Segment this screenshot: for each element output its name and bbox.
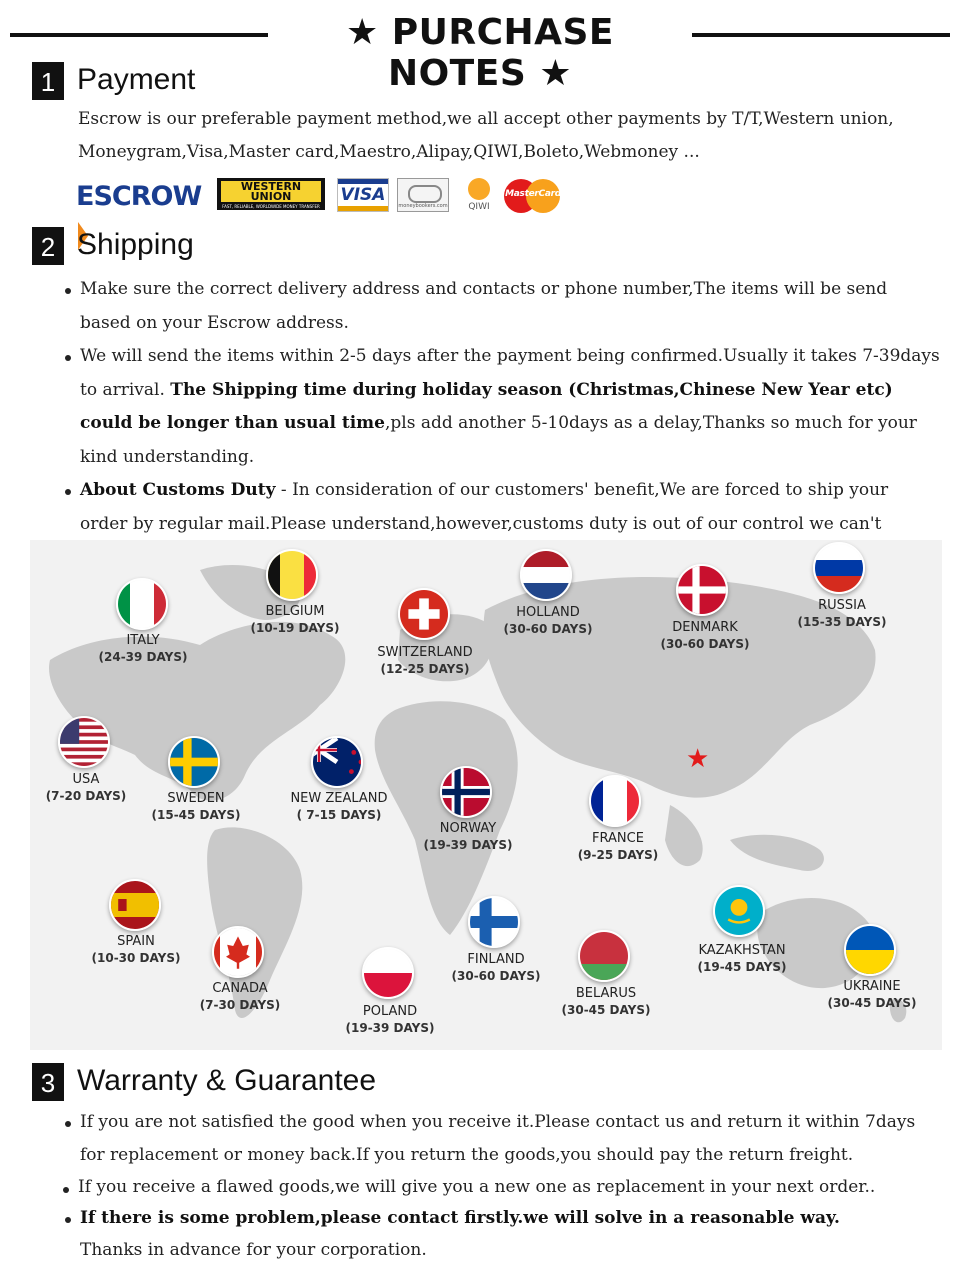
payment-line-2: Moneygram,Visa,Master card,Maestro,Alipay,QIWI,Boleto,Webmoney ... xyxy=(78,142,700,162)
country-name: KAZAKHSTAN xyxy=(698,943,786,958)
delivery-days: (30-60 DAYS) xyxy=(451,969,541,983)
belarus-flag-icon xyxy=(578,930,630,982)
country-name: FINLAND xyxy=(467,952,525,967)
country-name: RUSSIA xyxy=(818,598,866,613)
country-name: NORWAY xyxy=(439,821,497,836)
finland-flag-icon xyxy=(468,896,520,948)
spain-flag-icon xyxy=(109,879,161,931)
delivery-days: (30-45 DAYS) xyxy=(827,996,917,1010)
delivery-days: (9-25 DAYS) xyxy=(577,848,659,862)
list-item: About Customs Duty - In consideration of our customers' benefit,We are forced to ship your order by regular mail.Please understand,however,customs duty is out of our control we can't xyxy=(60,474,940,608)
shipping-world-map xyxy=(30,540,942,1050)
country-name: SPAIN xyxy=(117,934,155,949)
delivery-days: (10-19 DAYS) xyxy=(250,621,340,635)
country-name: UKRAINE xyxy=(843,979,901,994)
delivery-days: (7-20 DAYS) xyxy=(45,789,127,803)
sweden-flag-icon xyxy=(168,736,220,788)
country-name: CANADA xyxy=(212,981,268,996)
denmark-flag-icon xyxy=(676,564,728,616)
china-star-icon: ★ xyxy=(686,744,710,774)
country-name: HOLLAND xyxy=(516,605,580,620)
warranty-list xyxy=(60,1106,930,1266)
list-item: Thanks in advance for your corporation. xyxy=(80,1240,427,1260)
section-number: 3 xyxy=(32,1063,64,1101)
header-rule-right xyxy=(692,33,950,37)
list-item: We will send the items within 2-5 days after the payment being confirmed.Usually it takes 7-39days to arrival. The Shipping time during holiday season (Christmas,Chinese New Year etc) could be longer than usual time,pls add another 5-10days as a delay,Thanks so much for your kind understanding. xyxy=(60,340,940,474)
delivery-days: (15-45 DAYS) xyxy=(151,808,241,822)
section-number: 2 xyxy=(32,227,64,265)
switzerland-flag-icon xyxy=(398,588,450,640)
delivery-days: (7-30 DAYS) xyxy=(199,998,281,1012)
poland-flag-icon xyxy=(362,947,414,999)
country-name: POLAND xyxy=(362,1004,418,1019)
qiwi-logo: QIWI xyxy=(459,178,499,216)
list-item: Make sure the correct delivery address and contacts or phone number,The items will be send based on your Escrow address. xyxy=(60,273,940,340)
country-name: SWEDEN xyxy=(167,791,225,806)
section-title: Shipping xyxy=(77,228,194,261)
list-item: If you are not satisfied the good when you receive it.Please contact us and return it within 7days for replacement or money back.If you return the goods,you should pay the return freight. xyxy=(60,1106,930,1172)
escrow-logo: ESCROW xyxy=(76,178,210,214)
country-name: BELARUS xyxy=(575,986,637,1001)
kazakhstan-flag-icon xyxy=(713,885,765,937)
delivery-days: ( 7-15 DAYS) xyxy=(296,808,382,822)
list-item: If there is some problem,please contact firstly.we will solve in a reasonable way. xyxy=(60,1202,930,1234)
canada-flag-icon xyxy=(212,926,264,978)
mastercard-logo: MasterCard xyxy=(504,178,562,214)
delivery-days: (10-30 DAYS) xyxy=(91,951,181,965)
delivery-days: (19-39 DAYS) xyxy=(345,1021,435,1035)
country-name: FRANCE xyxy=(592,831,644,846)
country-name: ITALY xyxy=(126,633,160,648)
delivery-days: (15-35 DAYS) xyxy=(797,615,887,629)
usa-flag-icon xyxy=(58,716,110,768)
russia-flag-icon xyxy=(813,542,865,594)
delivery-days: (30-45 DAYS) xyxy=(561,1003,651,1017)
list-item: If you receive a flawed goods,we will give you a new one as replacement in your next order.. xyxy=(58,1172,930,1202)
delivery-days: (12-25 DAYS) xyxy=(380,662,470,676)
country-name: BELGIUM xyxy=(265,604,325,619)
delivery-days: (24-39 DAYS) xyxy=(98,650,188,664)
country-name: USA xyxy=(72,772,100,787)
payment-line-1: Escrow is our preferable payment method,we all accept other payments by T/T,Western union, xyxy=(78,109,894,129)
header-rule-left xyxy=(10,33,268,37)
ukraine-flag-icon xyxy=(844,924,896,976)
new-zealand-flag-icon xyxy=(311,736,363,788)
western-union-logo: WESTERN UNION FAST, RELIABLE, WORLDWIDE MONEY TRANSFER xyxy=(217,178,325,210)
delivery-days: (30-60 DAYS) xyxy=(503,622,593,636)
holland-flag-icon xyxy=(520,549,572,601)
delivery-days: (19-39 DAYS) xyxy=(423,838,513,852)
section-number: 1 xyxy=(32,62,64,100)
country-name: SWITZERLAND xyxy=(377,645,473,660)
section-title: Warranty & Guarantee xyxy=(77,1064,377,1097)
delivery-days: (30-60 DAYS) xyxy=(660,637,750,651)
country-name: NEW ZEALAND xyxy=(290,791,388,806)
belgium-flag-icon xyxy=(266,549,318,601)
italy-flag-icon xyxy=(116,578,168,630)
page-title: ★ PURCHASE NOTES ★ xyxy=(345,12,615,94)
visa-logo: VISA xyxy=(337,178,389,212)
country-name: DENMARK xyxy=(672,620,738,635)
moneybookers-logo: moneybookers.com xyxy=(397,178,449,212)
france-flag-icon xyxy=(589,775,641,827)
delivery-days: (19-45 DAYS) xyxy=(697,960,787,974)
section-title: Payment xyxy=(77,63,196,96)
norway-flag-icon xyxy=(440,766,492,818)
payment-text xyxy=(78,103,948,169)
